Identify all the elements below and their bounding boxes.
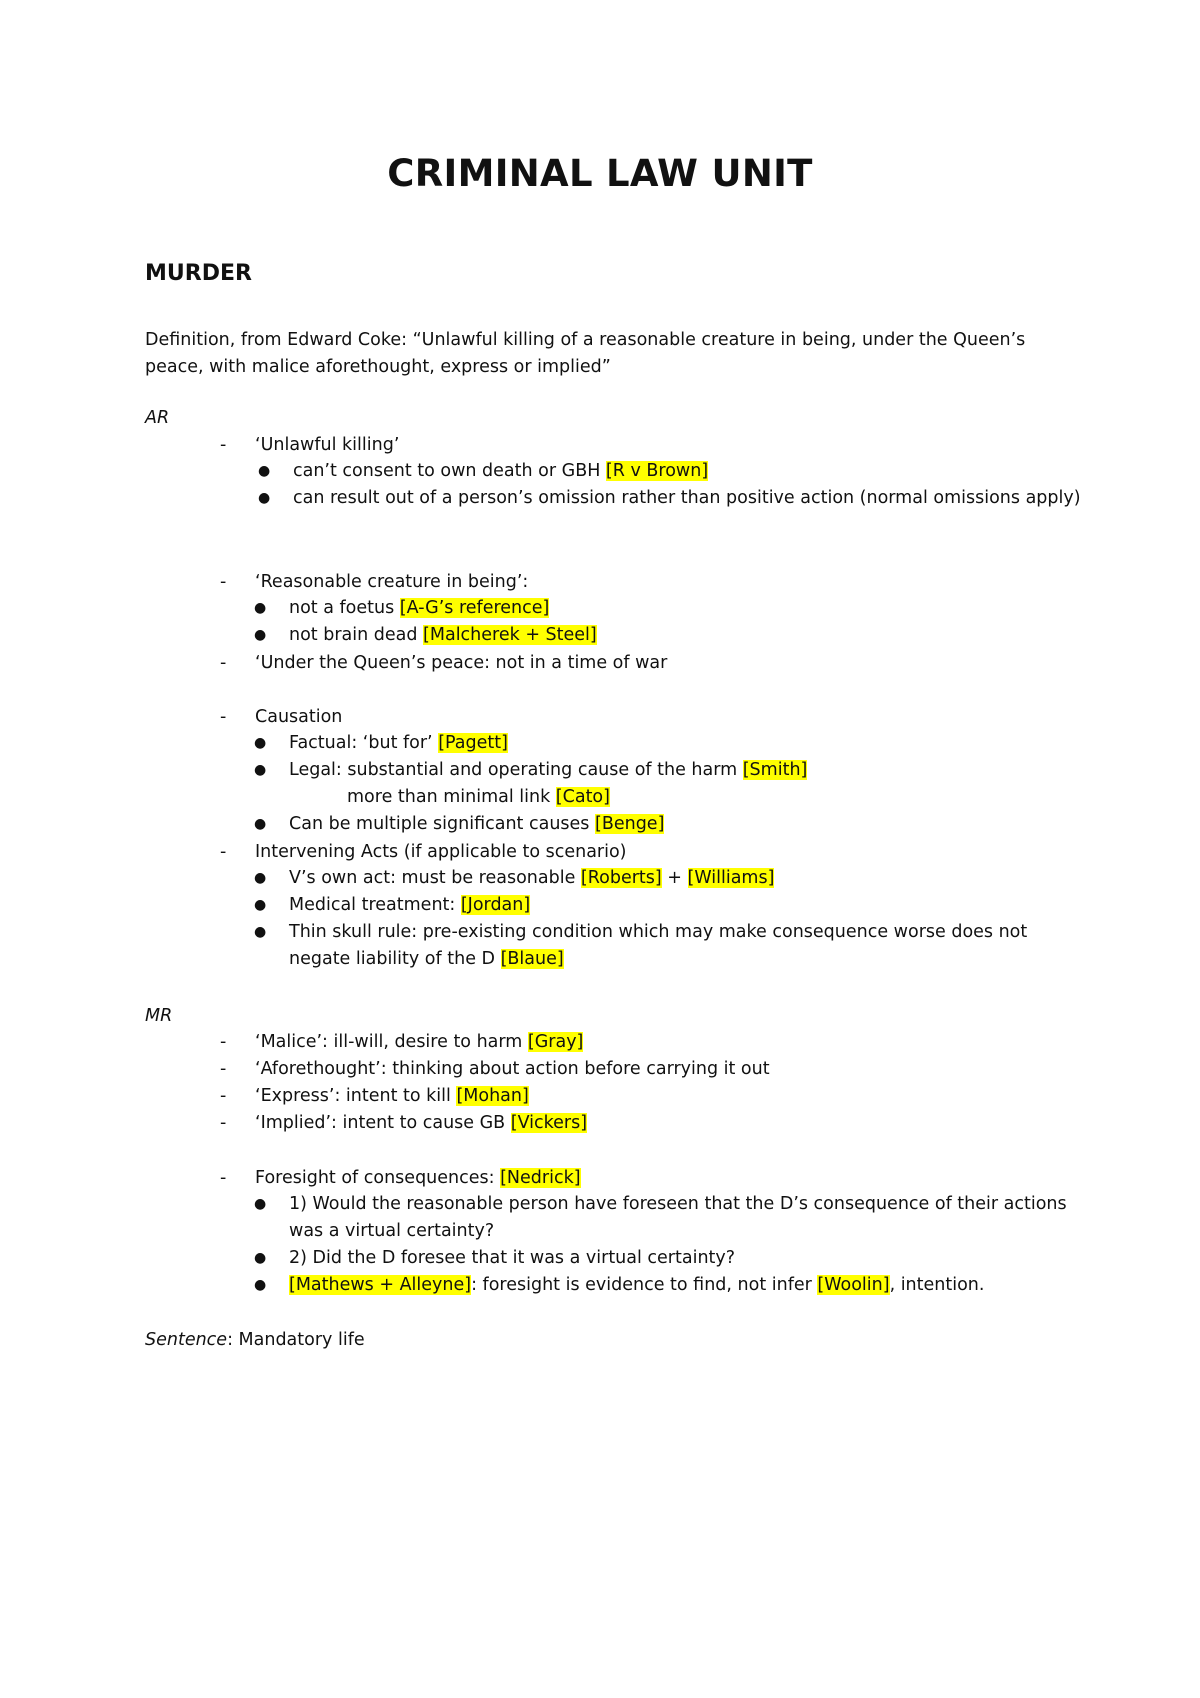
bullet-text: not brain dead <box>289 625 424 645</box>
item-text: ‘Malice’: ill-will, desire to harm <box>255 1032 528 1052</box>
item-text: ‘Reasonable creature in being’: <box>255 572 529 592</box>
bullet-marker: ● <box>254 897 267 913</box>
bullet-marker: ● <box>254 627 267 643</box>
dash-marker: - <box>220 842 227 862</box>
bullet-text: Medical treatment: <box>289 895 461 915</box>
sentence-line <box>145 1327 365 1354</box>
case-citation: [Gray] <box>527 1032 584 1052</box>
case-citation: [Malcherek + Steel] <box>423 625 597 645</box>
document-title: CRIMINAL LAW UNIT <box>387 152 813 195</box>
dash-marker: - <box>220 435 227 455</box>
bullet-text: Legal: substantial and operating cause of the harm <box>289 760 743 780</box>
item-text: Foresight of consequences: <box>255 1168 501 1188</box>
dash-marker: - <box>220 1113 227 1133</box>
definition-paragraph: Definition, from Edward Coke: “Unlawful killing of a reasonable creature in being, under the Queen’s peace, with malice aforethought, express or implied” <box>145 330 1026 377</box>
bullet-text: Can be multiple significant causes <box>289 814 595 834</box>
sub-text: more than minimal link <box>347 787 556 807</box>
item-text: ‘Unlawful killing’ <box>255 435 400 455</box>
bullet-marker: ● <box>258 490 271 506</box>
case-citation: [Mathews + Alleyne] <box>289 1275 472 1295</box>
sentence-label: Sentence <box>145 1330 228 1350</box>
case-citation: [Roberts] <box>580 868 662 888</box>
bullet-text: can result out of a person’s omission rather than positive action (normal omissions apply) <box>293 488 1081 508</box>
dash-marker: - <box>220 707 227 727</box>
bullet-marker: ● <box>254 816 267 832</box>
case-citation: [Vickers] <box>510 1113 588 1133</box>
bullet-text: : foresight is evidence to find, not infer <box>471 1275 818 1295</box>
item-text: Intervening Acts (if applicable to scenario) <box>255 842 627 862</box>
bullet-marker: ● <box>254 1277 267 1293</box>
item-text: ‘Aforethought’: thinking about action before carrying it out <box>255 1059 770 1079</box>
case-citation: [Smith] <box>742 760 808 780</box>
case-citation: [Nedrick] <box>500 1168 581 1188</box>
legal-sub-line <box>347 784 610 811</box>
dash-marker: - <box>220 1086 227 1106</box>
case-citation: [Cato] <box>555 787 610 807</box>
bullet-marker: ● <box>254 924 267 940</box>
plus-sign: + <box>661 868 688 888</box>
ar-label: AR <box>145 408 170 428</box>
item-text: ‘Express’: intent to kill <box>255 1086 457 1106</box>
sentence-text: : Mandatory life <box>227 1330 365 1350</box>
bullet-marker: ● <box>254 1196 267 1212</box>
bullet-text: can’t consent to own death or GBH <box>293 461 606 481</box>
case-citation: [R v Brown] <box>605 461 709 481</box>
bullet-marker: ● <box>254 600 267 616</box>
case-citation: [Blaue] <box>500 949 564 969</box>
item-text: ‘Implied’: intent to cause GB <box>255 1113 511 1133</box>
bullet-marker: ● <box>254 1250 267 1266</box>
bullet-text: 1) Would the reasonable person have foreseen that the D’s consequence of their actions was a virtual certainty? <box>289 1194 1067 1241</box>
mr-label: MR <box>145 1006 173 1026</box>
bullet-text: Thin skull rule: pre-existing condition which may make consequence worse does not negate liability of the D <box>289 922 1028 969</box>
case-citation: [Woolin] <box>817 1275 890 1295</box>
bullet-text: V’s own act: must be reasonable <box>289 868 581 888</box>
dash-marker: - <box>220 1032 227 1052</box>
bullet-marker: ● <box>254 870 267 886</box>
dash-marker: - <box>220 572 227 592</box>
bullet-marker: ● <box>258 463 271 479</box>
bullet-text: 2) Did the D foresee that it was a virtual certainty? <box>289 1248 736 1268</box>
section-heading-murder: MURDER <box>145 261 252 286</box>
dash-marker: - <box>220 1168 227 1188</box>
item-text: Causation <box>255 707 343 727</box>
case-citation: [A-G’s reference] <box>399 598 550 618</box>
case-citation: [Jordan] <box>460 895 531 915</box>
case-citation: [Mohan] <box>456 1086 529 1106</box>
dash-marker: - <box>220 1059 227 1079</box>
item-text: ‘Under the Queen’s peace: not in a time of war <box>255 653 668 673</box>
bullet-text-end: , intention. <box>889 1275 985 1295</box>
case-citation: [Benge] <box>595 814 665 834</box>
case-citation: [Pagett] <box>438 733 508 753</box>
case-citation: [Williams] <box>687 868 775 888</box>
bullet-text: not a foetus <box>289 598 400 618</box>
bullet-marker: ● <box>254 762 267 778</box>
bullet-marker: ● <box>254 735 267 751</box>
dash-marker: - <box>220 653 227 673</box>
bullet-text: Factual: ‘but for’ <box>289 733 439 753</box>
